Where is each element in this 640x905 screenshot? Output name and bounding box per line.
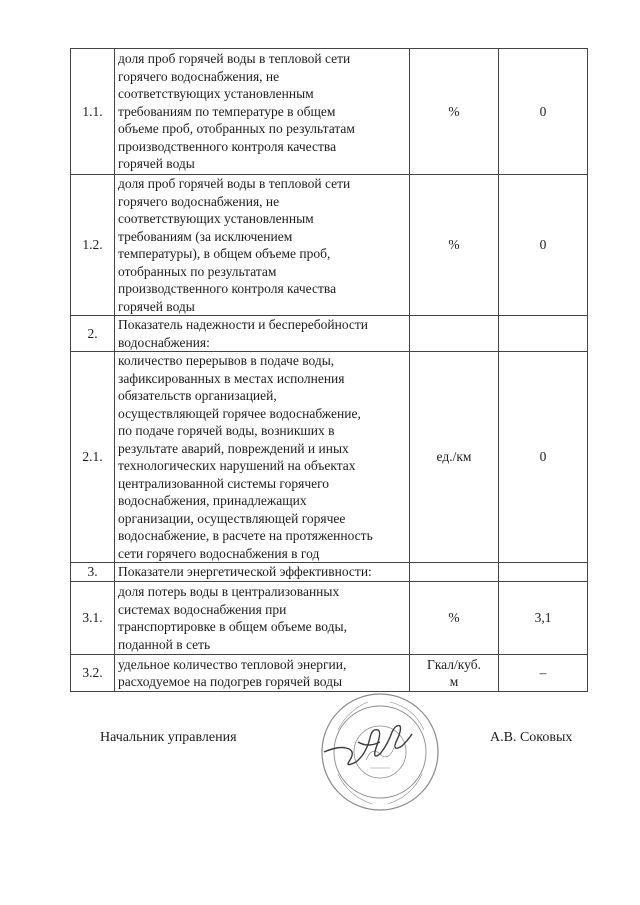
row-value: 3,1 — [499, 582, 588, 655]
row-number: 1.1. — [71, 49, 115, 175]
row-number: 3.1. — [71, 582, 115, 655]
row-number: 3. — [71, 563, 115, 582]
row-unit — [410, 49, 499, 175]
row-description — [115, 655, 410, 692]
row-description — [115, 175, 410, 316]
row-value: 0 — [499, 352, 588, 563]
row-value — [499, 563, 588, 582]
row-description — [115, 316, 410, 352]
signatory-position: Начальник управления — [100, 730, 237, 745]
row-value: 0 — [499, 49, 588, 175]
row-description-text: доля проб горячей воды в тепловой сети горячего водоснабжения, не соответствующих установленным требованиям по температуре в общем объеме проб, отобранных по результатам производственного контроля качества горячей воды — [118, 51, 355, 172]
row-description — [115, 49, 410, 175]
row-unit — [410, 316, 499, 352]
table-row — [71, 352, 588, 563]
row-number: 2. — [71, 316, 115, 352]
table-row — [71, 563, 588, 582]
row-number: 3.2. — [71, 655, 115, 692]
table-row — [71, 175, 588, 316]
row-unit-text: % — [448, 103, 460, 119]
row-description — [115, 582, 410, 655]
table-row — [71, 49, 588, 175]
signatory-name: А.В. Соковых — [490, 730, 573, 745]
row-unit — [410, 655, 499, 692]
row-description-text: Показатели энергетической эффективности: — [118, 564, 372, 580]
row-unit — [410, 352, 499, 563]
row-description — [115, 352, 410, 563]
row-unit-text: % — [448, 237, 460, 253]
row-value: – — [499, 655, 588, 692]
row-description-text: доля проб горячей воды в тепловой сети горячего водоснабжения, не соответствующих установленным требованиям (за исключением температуры), в общем объеме проб, отобранных по результатам производственного контроля качества горячей воды — [118, 176, 351, 314]
round-seal-with-signature-icon — [318, 690, 443, 815]
indicators-table — [70, 48, 588, 692]
row-value — [499, 316, 588, 352]
row-unit — [410, 175, 499, 316]
table-row — [71, 316, 588, 352]
row-unit-text: ед./км — [436, 449, 472, 465]
row-description-text: удельное количество тепловой энергии, расходуемое на подогрев горячей воды — [118, 656, 347, 689]
row-unit — [410, 582, 499, 655]
row-description-text: количество перерывов в подаче воды, зафиксированных в местах исполнения обязательств организацией, осуществляющей горячее водоснабжение, по подаче горячей воды, возникших в результате аварий, повреждений и иных технологических нарушений на объектах централизованной системы горячего водоснабжения, принадлежащих организации, осуществляющей горячее водоснабжение, в расчете на протяженность сети горячего водоснабжения в год — [118, 353, 373, 561]
row-value: 0 — [499, 175, 588, 316]
row-unit — [410, 563, 499, 582]
row-unit-text: % — [448, 610, 460, 626]
table-row — [71, 582, 588, 655]
row-description — [115, 563, 410, 582]
row-description-text: Показатель надежности и бесперебойности водоснабжения: — [118, 317, 369, 350]
row-number: 1.2. — [71, 175, 115, 316]
row-number: 2.1. — [71, 352, 115, 563]
row-unit-text: Гкал/куб. м — [427, 656, 481, 689]
table-row — [71, 655, 588, 692]
row-description-text: доля потерь воды в централизованных системах водоснабжения при транспортировке в общем объеме воды, поданной в сеть — [118, 584, 347, 652]
